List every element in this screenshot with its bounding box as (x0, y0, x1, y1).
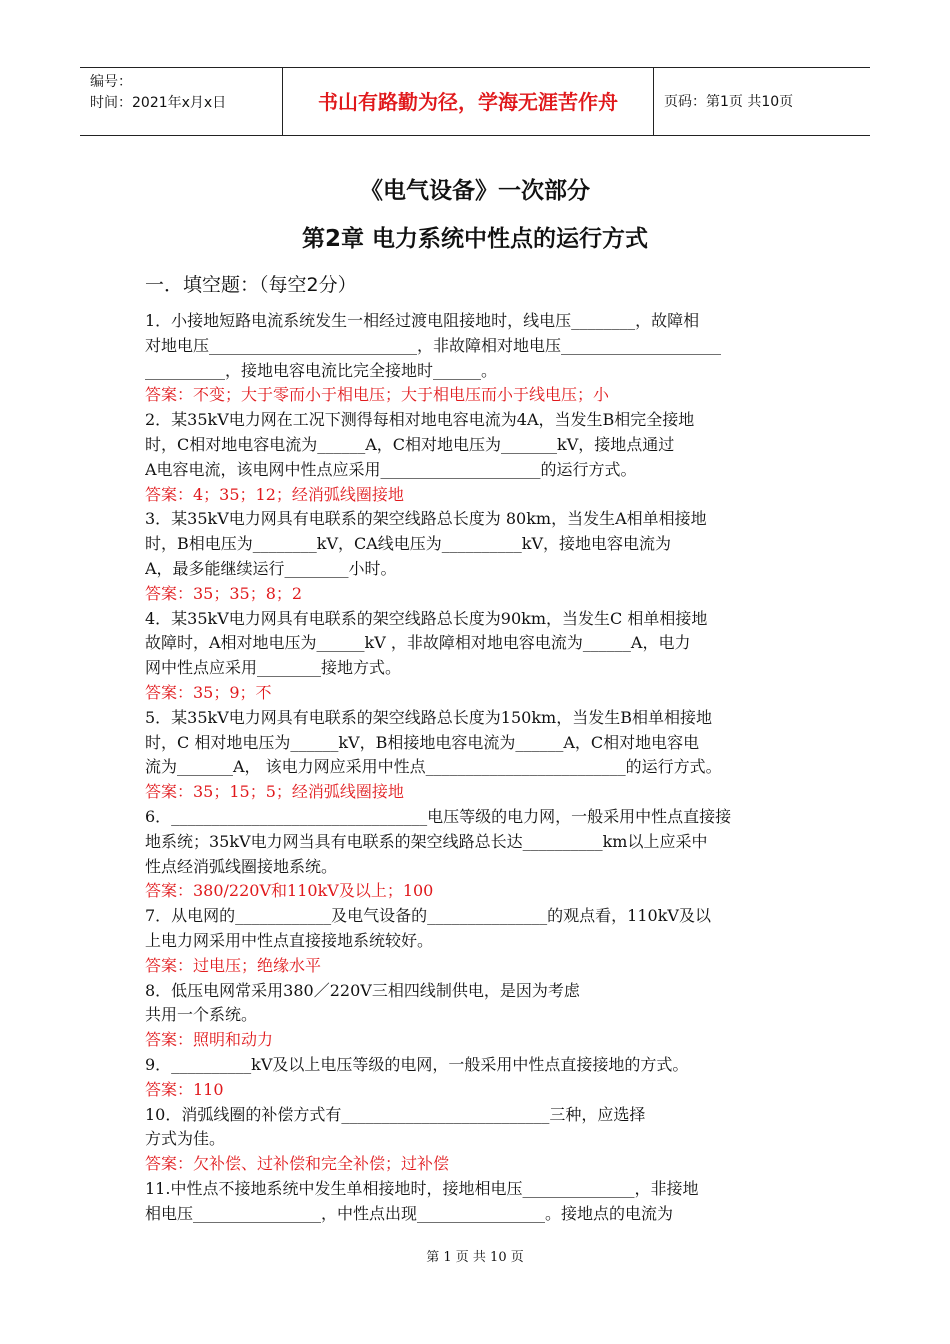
question-line: 故障时，A相对地电压为______kV ，非故障相对地电容电流为______A，电力 (145, 633, 691, 653)
question-list (145, 309, 813, 1226)
page-footer: 第 1 页 共 10 页 (426, 1250, 524, 1265)
question-line: 时，C 相对地电压为______kV，B相接地电容电流为______A，C相对地电容电 (145, 732, 700, 752)
answer-line: 答案：不变；大于零而小于相电压；大于相电压而小于线电压；小 (145, 385, 610, 405)
question-line: 对地电压__________________________，非故障相对地电压____________________ (145, 335, 722, 355)
question-line: __________，接地电容电流比完全接地时______。 (145, 360, 498, 380)
answer-line: 答案：过电压；绝缘水平 (145, 955, 322, 975)
header-page-info: 页码：第1页 共10页 (664, 94, 794, 110)
question-line: 9．__________kV及以上电压等级的电网，一般采用中性点直接接地的方式。 (145, 1054, 689, 1074)
question-line: 地系统；35kV电力网当具有电联系的架空线路总长达__________km以上应采中 (145, 831, 708, 851)
header-meta (80, 68, 282, 135)
question-line: 7．从电网的____________及电气设备的_______________的观点看，110kV及以 (145, 906, 711, 926)
question-line: 2．某35kV电力网在工况下测得每相对地电容电流为4A，当发生B相完全接地 (145, 410, 695, 430)
document-title: 《电气设备》一次部分 (360, 178, 590, 204)
question-line: 10．消弧线圈的补偿方式有__________________________三种，应选择 (145, 1104, 646, 1124)
section-heading: 一．填空题：（每空2分） (145, 274, 357, 296)
answer-line: 答案：照明和动力 (145, 1030, 274, 1050)
question-line: 时，C相对地电容电流为______A，C相对地电压为_______kV，接地点通过 (145, 434, 675, 454)
answer-line: 答案：35；15；5；经消弧线圈接地 (145, 782, 404, 802)
chapter-title: 第2章 电力系统中性点的运行方式 (301, 226, 648, 252)
answer-line: 答案：35；35；8；2 (145, 583, 303, 603)
question-line: 4．某35kV电力网具有电联系的架空线路总长度为90km，当发生C 相单相接地 (145, 608, 708, 628)
document-number-label: 编号： (90, 74, 132, 90)
answer-line: 答案：110 (145, 1079, 224, 1099)
answer-line: 答案：4；35；12；经消弧线圈接地 (145, 484, 404, 504)
question-line: 11.中性点不接地系统中发生单相接地时，接地相电压______________，非接地 (145, 1178, 699, 1198)
question-line: A电容电流，该电网中性点应采用____________________的运行方式。 (145, 459, 637, 479)
question-line: 上电力网采用中性点直接接地系统较好。 (145, 930, 434, 950)
header-motto: 书山有路勤为径，学海无涯苦作舟 (282, 68, 654, 135)
question-line: 共用一个系统。 (145, 1005, 258, 1025)
question-line: 流为_______A， 该电力网应采用中性点_________________________的运行方式。 (145, 757, 722, 777)
answer-line: 答案：35；9；不 (145, 682, 272, 702)
answer-line: 答案：380/220V和110kV及以上；100 (145, 881, 434, 901)
question-line: 性点经消弧线圈接地系统。 (145, 856, 338, 876)
question-line: 5．某35kV电力网具有电联系的架空线路总长度为150km，当发生B相单相接地 (145, 707, 712, 727)
question-line: 6．________________________________电压等级的电力网，一般采用中性点直接接 (145, 806, 732, 826)
question-line: 8．低压电网常采用380／220V三相四线制供电，是因为考虑 (145, 980, 580, 1000)
question-line: 网中性点应采用________接地方式。 (145, 658, 402, 678)
page-header (80, 67, 870, 136)
question-line: A，最多能继续运行________小时。 (145, 558, 397, 578)
question-line: 方式为佳。 (145, 1129, 226, 1149)
question-line: 时，B相电压为________kV，CA线电压为__________kV，接地电容电流为 (145, 534, 672, 554)
question-line: 3．某35kV电力网具有电联系的架空线路总长度为 80km，当发生A相单相接地 (145, 509, 707, 529)
question-line: 相电压________________，中性点出现________________。接地点的电流为 (145, 1203, 674, 1223)
question-line: 1．小接地短路电流系统发生一相经过渡电阻接地时，线电压________，故障相 (145, 311, 700, 330)
document-date: 时间：2021年x月x日 (90, 95, 227, 111)
answer-line: 答案：欠补偿、过补偿和完全补偿；过补偿 (145, 1154, 450, 1174)
